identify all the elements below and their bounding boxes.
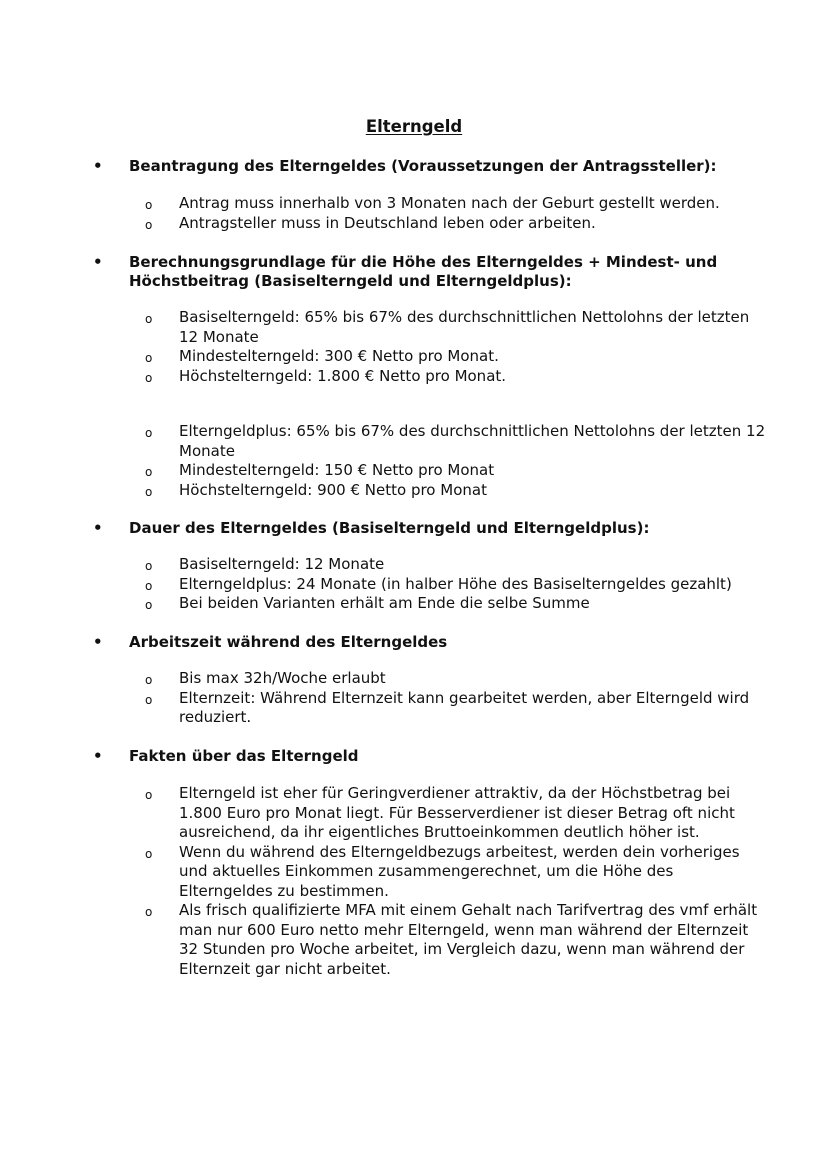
list-item (0, 194, 828, 214)
list-item-text: Als frisch qualifizierte MFA mit einem Gehalt nach Tarifvertrag des vmf erhält man nur 600 Euro netto mehr Elterngeld, wenn man während der Elternzeit 32 Stunden pro Woche arbeitet, im Vergleich dazu, wenn man während der Elternzeit gar nicht arbeitet. (179, 901, 758, 978)
list-item (0, 367, 828, 387)
list-item (0, 689, 828, 728)
sub-bullet-icon: o (145, 198, 153, 212)
list-item (0, 594, 828, 614)
section-heading-text: Arbeitszeit während des Elterngeldes (129, 633, 448, 651)
section-heading (0, 253, 828, 291)
list-item (0, 901, 828, 979)
sub-bullet-icon: o (145, 465, 153, 479)
bullet-icon: • (93, 633, 103, 651)
sub-bullet-icon: o (145, 846, 153, 861)
list-item (0, 784, 828, 843)
list-item-text: Elterngeld ist eher für Geringverdiener attraktiv, da der Höchstbetrag bei 1.800 Euro pro Monat liegt. Für Besserverdiener ist dieser Betrag oft nicht ausreichend, da ihr eigentliches Bruttoeinkommen deutlich höher ist. (179, 784, 735, 841)
document-title: Elterngeld (365, 117, 463, 136)
sub-bullet-icon: o (145, 426, 153, 440)
list-item-text: Elternzeit: Während Elternzeit kann gearbeitet werden, aber Elterngeld wird reduziert. (179, 688, 750, 726)
list-item-text: Basiselterngeld: 12 Monate (179, 555, 385, 573)
bullet-icon: • (93, 157, 103, 175)
list-item-text: Antragsteller muss in Deutschland leben oder arbeiten. (179, 213, 596, 232)
list-item-text: Basiselterngeld: 65% bis 67% des durchschnittlichen Nettolohns der letzten 12 Monate (179, 308, 750, 346)
sub-bullet-icon: o (145, 598, 153, 612)
section-beantragung (0, 157, 828, 233)
section-heading-text: Beantragung des Elterngeldes (Voraussetzungen der Antragssteller): (129, 157, 717, 175)
list-item-text: Mindestelterngeld: 300 € Netto pro Monat. (179, 347, 499, 365)
section-heading (0, 519, 828, 538)
list-item (0, 481, 828, 501)
section-arbeitszeit (0, 633, 828, 728)
bullet-icon: • (93, 519, 103, 537)
list-item-text: Höchstelterngeld: 900 € Netto pro Monat (179, 480, 487, 499)
sub-bullet-icon: o (145, 484, 153, 499)
sub-bullet-icon: o (145, 905, 153, 919)
sub-bullet-icon: o (145, 578, 153, 593)
list-item-text: Mindestelterngeld: 150 € Netto pro Monat (179, 461, 495, 479)
list-item-text: Wenn du während des Elterngeldbezugs arbeitest, werden dein vorheriges und aktuelles Einkommen zusammengerechnet, um die Höhe des Elterngeldes zu bestimmen. (179, 842, 740, 900)
section-heading-text: Berechnungsgrundlage für die Höhe des Elterngeldes + Mindest- und Höchstbeitrag (Basiselterngeld und Elterngeldplus): (129, 253, 718, 290)
list-item-text: Höchstelterngeld: 1.800 € Netto pro Monat. (179, 366, 507, 385)
list-item-text: Elterngeldplus: 24 Monate (in halber Höhe des Basiselterngeldes gezahlt) (179, 574, 732, 593)
section-heading-text: Dauer des Elterngeldes (Basiselterngeld und Elterngeldplus): (129, 519, 650, 537)
section-heading-text: Fakten über das Elterngeld (129, 747, 359, 765)
list-item (0, 461, 828, 481)
sub-bullet-icon: o (145, 351, 153, 365)
sub-bullet-icon: o (145, 370, 153, 385)
list-item (0, 575, 828, 595)
list-item-text: Elterngeldplus: 65% bis 67% des durchschnittlichen Nettolohns der letzten 12 Monate (179, 422, 766, 460)
sub-bullet-icon: o (145, 312, 153, 326)
sub-bullet-icon: o (145, 673, 153, 687)
sub-bullet-icon: o (145, 692, 153, 707)
bullet-icon: • (93, 747, 103, 765)
section-berechnungsgrundlage (0, 253, 828, 500)
list-item (0, 347, 828, 367)
list-item (0, 308, 828, 347)
list-item (0, 555, 828, 575)
list-item (0, 422, 828, 461)
section-fakten (0, 747, 828, 979)
section-dauer (0, 519, 828, 614)
section-heading (0, 157, 828, 176)
list-item (0, 669, 828, 689)
list-item-text: Bei beiden Varianten erhält am Ende die selbe Summe (179, 594, 590, 612)
list-item-text: Antrag muss innerhalb von 3 Monaten nach der Geburt gestellt werden. (179, 194, 720, 212)
sub-bullet-icon: o (145, 217, 153, 232)
sub-bullet-icon: o (145, 559, 153, 573)
section-heading (0, 747, 828, 766)
section-heading (0, 633, 828, 652)
list-item-text: Bis max 32h/Woche erlaubt (179, 669, 386, 687)
list-item (0, 214, 828, 234)
sub-bullet-icon: o (145, 788, 153, 802)
list-item (0, 843, 828, 902)
bullet-icon: • (93, 253, 103, 271)
